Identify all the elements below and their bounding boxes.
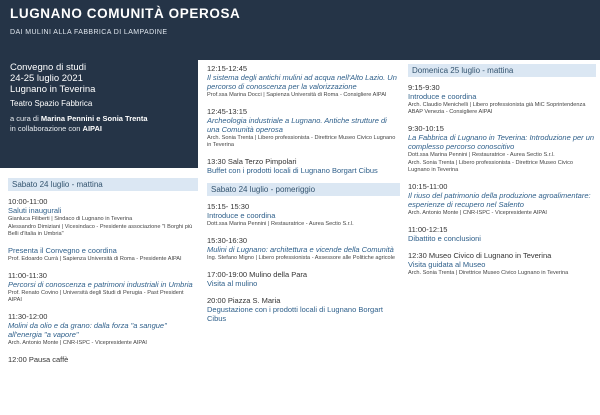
day-header: Sabato 24 luglio - pomeriggio	[207, 183, 400, 196]
slot-label: Visita guidata al Museo	[408, 260, 486, 269]
program-slot	[408, 124, 596, 174]
slot-time: 17:00-19:00 Mulino della Para	[207, 270, 308, 279]
day-header: Domenica 25 luglio - mattina	[408, 64, 596, 77]
slot-talk-title: Percorsi di conoscenza e patrimoni industriali in Umbria	[8, 280, 193, 289]
program-slot	[207, 157, 400, 175]
slot-label: Introduce e coordina	[207, 211, 276, 220]
slot-time: 11:30-12:00	[8, 312, 48, 321]
info-panel	[0, 60, 198, 168]
slot-time: 9:30-10:15	[408, 124, 444, 133]
event-venue: Teatro Spazio Fabbrica	[10, 99, 93, 108]
slot-time: 9:15-9:30	[408, 83, 440, 92]
program-slot	[408, 225, 596, 243]
slot-label: Dibattito e conclusioni	[408, 234, 481, 243]
slot-speaker: Alessandro Dimiziani | Vicesindaco - Presidente associazione "I Borghi più Belli d'Italia in Umbria"	[8, 224, 193, 237]
slot-time: 11:00-11:30	[8, 271, 47, 280]
program-slot	[207, 202, 400, 228]
slot-time: 11:00-12:15	[408, 225, 448, 234]
program-slot	[207, 236, 400, 262]
column-sunday-morning	[408, 64, 596, 285]
slot-label: Visita al mulino	[207, 279, 258, 288]
slot-time: 12:30 Museo Civico di Lugnano in Teverina	[408, 251, 552, 260]
program-slot	[207, 64, 400, 99]
column-saturday-morning	[8, 178, 198, 372]
slot-talk-title: Archeologia industriale a Lugnano. Antiche strutture di una Comunità operosa	[207, 116, 387, 134]
program-slot	[207, 270, 400, 288]
slot-time: 12:45-13:15	[207, 107, 248, 116]
program-slot	[408, 251, 596, 277]
slot-time: 13:30 Sala Terzo Pimpolari	[207, 157, 297, 166]
program-slot	[207, 296, 400, 323]
program-slot	[408, 182, 596, 217]
slot-time: 10:00-11:00	[8, 197, 48, 206]
slot-speaker: Arch. Antonio Monte | CNR-ISPC - Vicepresidente AIPAI	[8, 340, 147, 346]
slot-time: 15:15- 15:30	[207, 202, 250, 211]
event-town: Lugnano in Teverina	[10, 84, 96, 95]
poster-subtitle: DAI MULINI ALLA FABBRICA DI LAMPADINE	[10, 29, 168, 36]
slot-speaker: Prof. Renato Covino | Università degli Studi di Perugia - Past President AIPAI	[8, 290, 184, 303]
column-saturday-continued	[207, 64, 400, 331]
slot-speaker: Dott.ssa Marina Pennini | Restauratrice - Aurea Sectio S.r.l.	[408, 152, 555, 158]
slot-talk-title: La Fabbrica di Lugnano in Teverina: Introduzione per un complesso percorso conoscitivo	[408, 133, 595, 151]
slot-time: 10:15-11:00	[408, 182, 448, 191]
slot-talk-title: Mulini di Lugnano: architettura e vicende della Comunità	[207, 245, 394, 254]
slot-speaker: Prof. Edoardo Currà | Sapienza Università di Roma - Presidente AIPAI	[8, 256, 182, 262]
event-info	[10, 62, 148, 134]
slot-time: 15:30-16:30	[207, 236, 248, 245]
slot-speaker: Prof.ssa Marina Docci | Sapienza Università di Roma - Consigliere AIPAI	[207, 92, 387, 98]
slot-label: Introduce e coordina	[408, 92, 477, 101]
day-header: Sabato 24 luglio - mattina	[8, 178, 198, 191]
slot-speaker: Arch. Sonia Trenta | Libero professionista - Direttrice Museo Civico Lugnano in Teverina	[207, 135, 396, 148]
slot-speaker: Arch. Sonia Trenta | Direttrice Museo Civico Lugnano in Teverina	[408, 270, 569, 276]
slot-speaker: Gianluca Filiberti | Sindaco di Lugnano in Teverina	[8, 216, 133, 222]
curators-line	[10, 114, 148, 124]
slot-talk-title: Il riuso del patrimonio della produzione agroalimentare: esperienze di recupero nel Salento	[408, 191, 591, 209]
collab-line	[10, 124, 148, 134]
program-slot	[8, 197, 198, 238]
slot-talk-title: Il sistema degli antichi mulini ad acqua nell'Alto Lazio. Un percorso di conoscenza per la valorizzazione	[207, 73, 397, 91]
slot-label: Saluti inaugurali	[8, 206, 62, 215]
slot-label: Presenta il Convegno e coordina	[8, 246, 117, 255]
program-slot	[8, 312, 198, 347]
curators-prefix: a cura di	[10, 114, 41, 123]
slot-speaker: Arch. Claudio Menichelli | Libero professionista già MiC Soprintendenza ABAP Venezia - Consigliere AIPAI	[408, 102, 586, 115]
program-slot	[408, 83, 596, 116]
curators-names: Marina Pennini e Sonia Trenta	[40, 114, 148, 123]
slot-speaker: Arch. Antonio Monte | CNR-ISPC - Vicepresidente AIPAI	[408, 210, 547, 216]
slot-speaker: Ing. Stefano Migno | Libero professionista - Assessore alle Politiche agricole	[207, 255, 396, 261]
slot-label: Degustazione con i prodotti locali di Lugnano Borgart Cibus	[207, 305, 383, 323]
program-slot	[207, 107, 400, 149]
slot-speaker: Arch. Sonia Trenta | Libero professionista - Direttrice Museo Civico Lugnano in Teverina	[408, 160, 573, 173]
slot-time: 12:00 Pausa caffè	[8, 355, 69, 364]
slot-talk-title: Molini da olio e da grano: dalla forza "a sangue" all'energia "a vapore"	[8, 321, 167, 339]
slot-time: 20:00 Piazza S. Maria	[207, 296, 281, 305]
collab-name: AIPAI	[82, 124, 102, 133]
program-slot	[8, 271, 198, 304]
header-band	[0, 0, 600, 60]
event-type: Convegno di studi	[10, 62, 87, 73]
collab-prefix: in collaborazione con	[10, 124, 83, 133]
program-slot	[8, 246, 198, 263]
program-slot	[8, 355, 198, 364]
event-dates: 24-25 luglio 2021	[10, 73, 83, 84]
poster-title: LUGNANO COMUNITÀ OPEROSA	[10, 6, 241, 21]
slot-time: 12:15-12:45	[207, 64, 248, 73]
slot-label: Buffet con i prodotti locali di Lugnano Borgart Cibus	[207, 166, 378, 175]
slot-speaker: Dott.ssa Marina Pennini | Restauratrice - Aurea Sectio S.r.l.	[207, 221, 354, 227]
